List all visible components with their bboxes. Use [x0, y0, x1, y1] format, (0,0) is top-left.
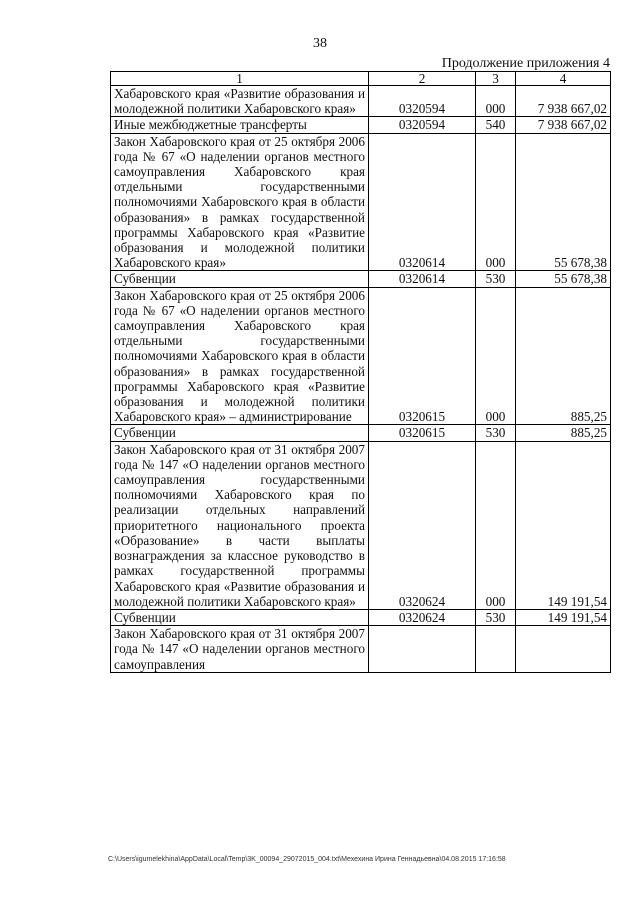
table-row	[111, 441, 611, 609]
row-name: Субвенции	[111, 425, 369, 441]
page-number: 38	[313, 36, 327, 51]
row-code	[369, 626, 476, 673]
header-row	[111, 72, 611, 86]
row-code: 0320624	[369, 609, 476, 625]
row-code: 0320614	[369, 133, 476, 271]
table-row	[111, 626, 611, 673]
row-name: Иные межбюджетные трансферты	[111, 117, 369, 133]
file-path-footer: C:\Users\igumelekhina\AppData\Local\Temp\3K_00094_29072015_004.txt\Мехехина Ирина Геннадьевна\04.08.2015 17:16:58	[108, 856, 506, 863]
row-type: 000	[476, 86, 516, 117]
table-row	[111, 117, 611, 133]
row-code: 0320624	[369, 441, 476, 609]
row-sum: 55 678,38	[516, 271, 611, 287]
table-row	[111, 425, 611, 441]
row-sum	[516, 626, 611, 673]
table-row	[111, 133, 611, 271]
table-row	[111, 271, 611, 287]
row-sum: 885,25	[516, 425, 611, 441]
row-type: 000	[476, 441, 516, 609]
row-sum: 7 938 667,02	[516, 86, 611, 117]
row-type: 530	[476, 271, 516, 287]
row-code: 0320615	[369, 287, 476, 425]
row-sum: 55 678,38	[516, 133, 611, 271]
table-row	[111, 287, 611, 425]
row-type: 540	[476, 117, 516, 133]
row-code: 0320615	[369, 425, 476, 441]
header-col-1: 1	[111, 72, 369, 86]
table-row	[111, 86, 611, 117]
row-name: Закон Хабаровского края от 25 октября 2006 года № 67 «О наделении органов местного самоуправления Хабаровского края отдельными государственными полномочиями Хабаровского края в области образования» в рамках государственной программы Хабаровского края «Развитие образования и молодежной политики Хабаровского края»	[111, 133, 369, 271]
row-sum: 149 191,54	[516, 609, 611, 625]
row-name: Закон Хабаровского края от 25 октября 2006 года № 67 «О наделении органов местного самоуправления Хабаровского края отдельными государственными полномочиями Хабаровского края в области образования» в рамках государственной программы Хабаровского края «Развитие образования и молодежной политики Хабаровского края» – администрирование	[111, 287, 369, 425]
budget-table	[110, 71, 611, 673]
header-col-3: 3	[476, 72, 516, 86]
row-type: 000	[476, 133, 516, 271]
row-type: 530	[476, 609, 516, 625]
row-name: Субвенции	[111, 271, 369, 287]
row-type: 530	[476, 425, 516, 441]
table-row	[111, 609, 611, 625]
row-sum: 885,25	[516, 287, 611, 425]
row-sum: 7 938 667,02	[516, 117, 611, 133]
row-code: 0320594	[369, 86, 476, 117]
row-code: 0320614	[369, 271, 476, 287]
appendix-continuation-label: Продолжение приложения 4	[441, 56, 610, 71]
row-sum: 149 191,54	[516, 441, 611, 609]
row-name: Закон Хабаровского края от 31 октября 2007 года № 147 «О наделении органов местного самоуправления	[111, 626, 369, 673]
row-type: 000	[476, 287, 516, 425]
row-code: 0320594	[369, 117, 476, 133]
row-type	[476, 626, 516, 673]
header-col-2: 2	[369, 72, 476, 86]
header-col-4: 4	[516, 72, 611, 86]
row-name: Хабаровского края «Развитие образования и молодежной политики Хабаровского края»	[111, 86, 369, 117]
row-name: Закон Хабаровского края от 31 октября 2007 года № 147 «О наделении органов местного самоуправления государственными полномочиями Хабаровского края по реализации отдельных направлений приоритетного национального проекта «Образование» в части выплаты вознаграждения за классное руководство в рамках государственной программы Хабаровского края «Развитие образования и молодежной политики Хабаровского края»	[111, 441, 369, 609]
row-name: Субвенции	[111, 609, 369, 625]
